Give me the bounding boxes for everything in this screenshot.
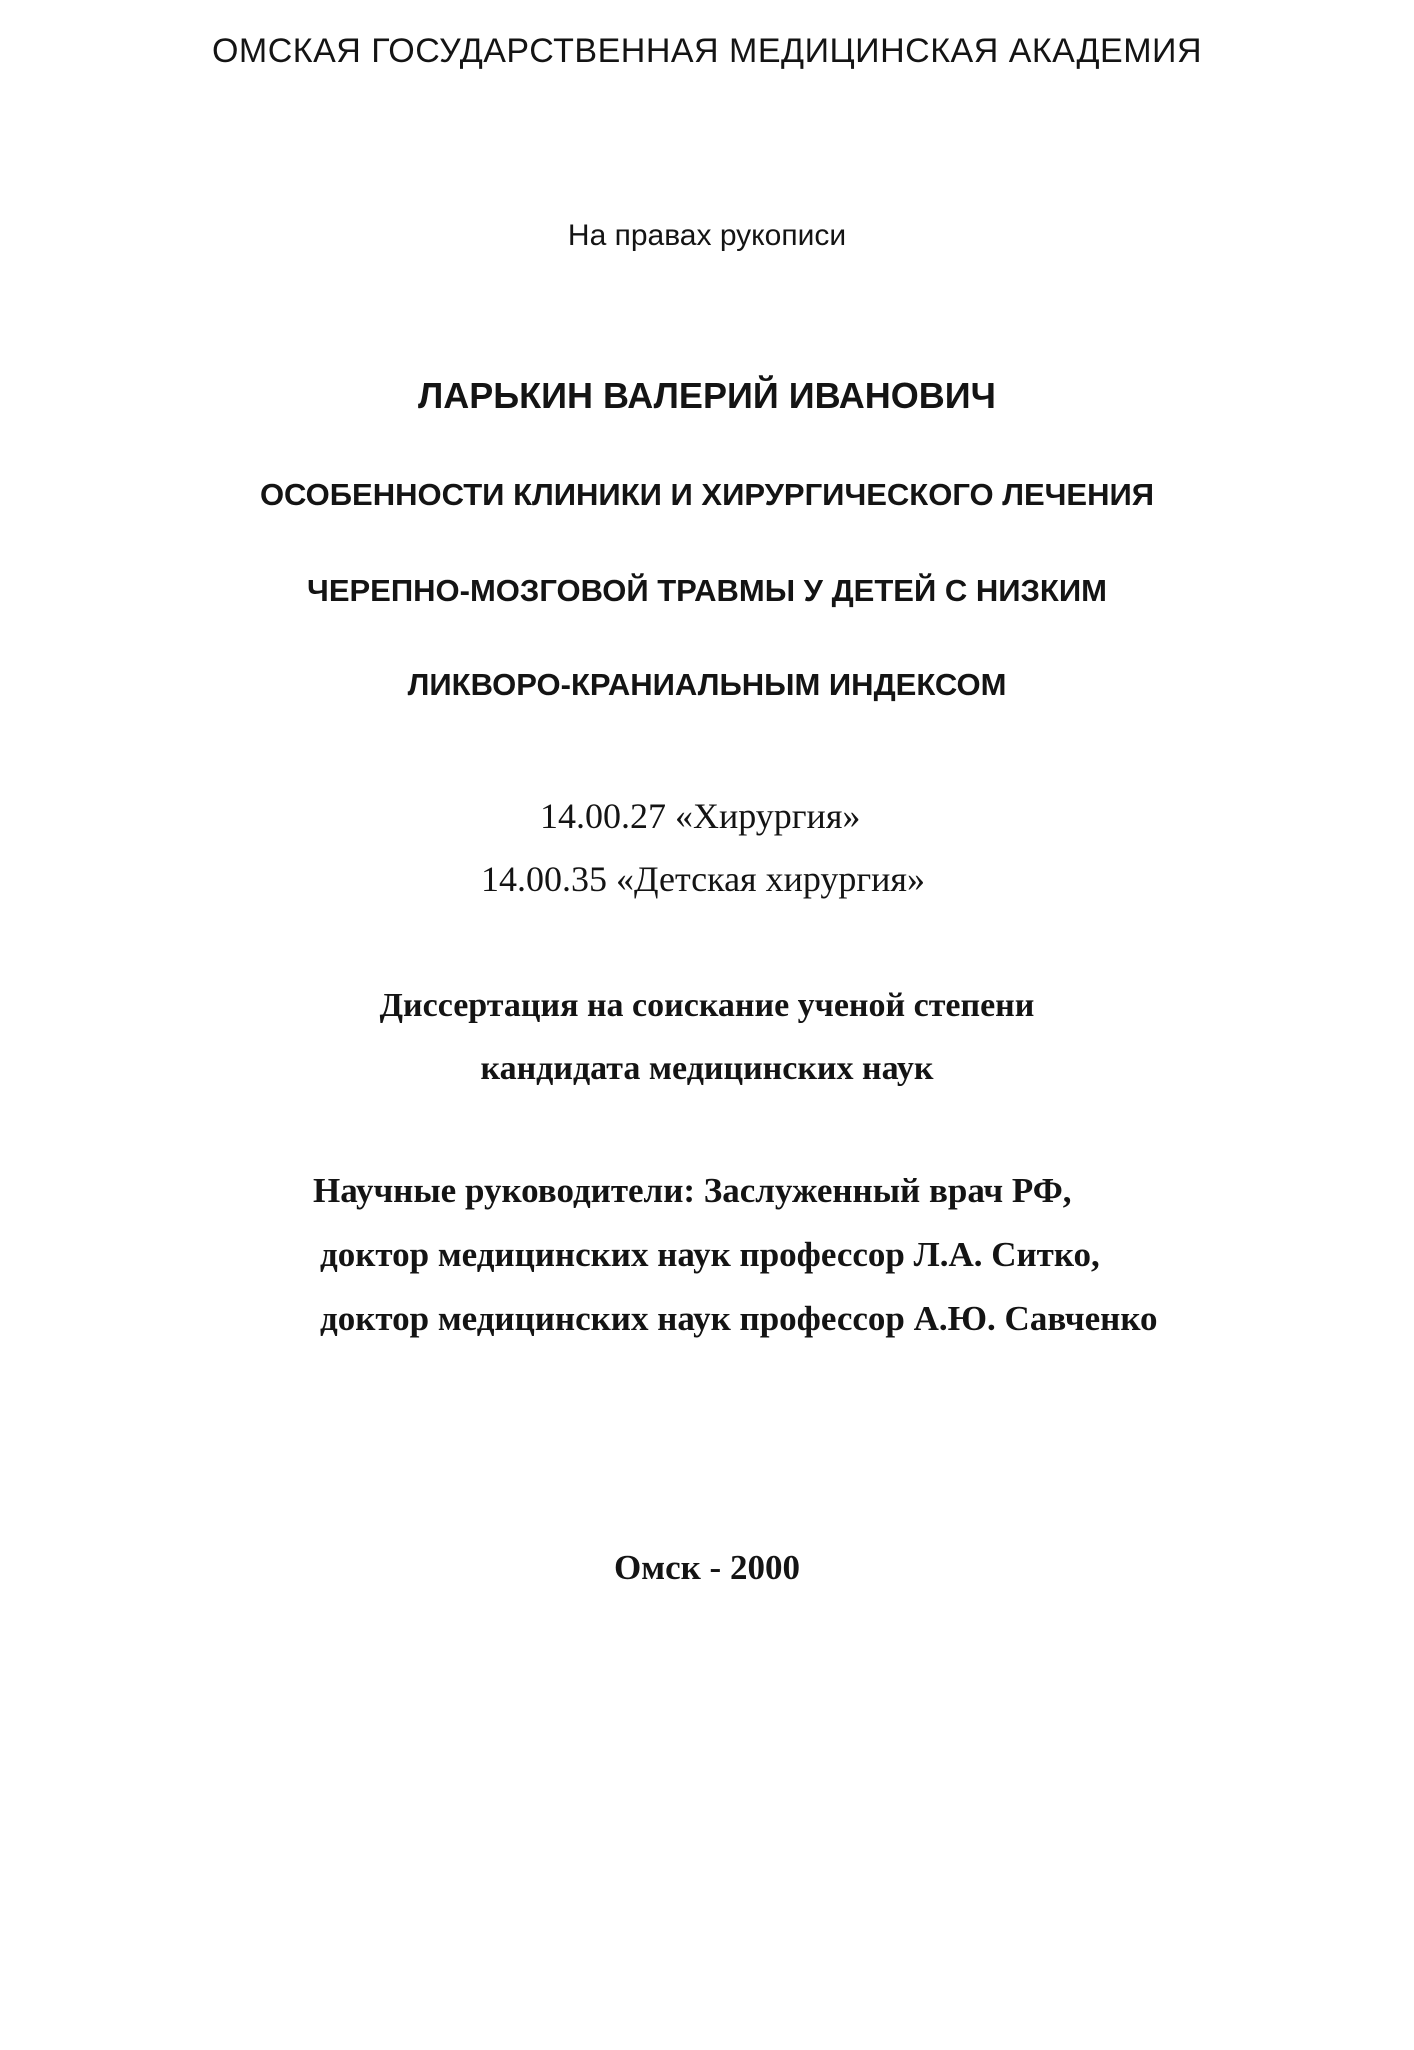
place-and-year: Омск - 2000 xyxy=(614,1548,800,1587)
supervisors-line-2: доктор медицинских наук профессор Л.А. Ситко, xyxy=(320,1235,1100,1274)
specialty-code-1: 14.00.27 «Хирургия» xyxy=(540,796,861,836)
supervisors-line-3: доктор медицинских наук профессор А.Ю. Савченко xyxy=(320,1299,1158,1338)
author-name: ЛАРЬКИН ВАЛЕРИЙ ИВАНОВИЧ xyxy=(418,375,996,416)
specialty-code-2: 14.00.35 «Детская хирургия» xyxy=(481,859,925,899)
degree-statement-line-2: кандидата медицинских наук xyxy=(480,1050,934,1087)
degree-statement-line-1: Диссертация на соискание ученой степени xyxy=(379,987,1035,1024)
supervisors-line-1: Научные руководители: Заслуженный врач РФ, xyxy=(313,1171,1072,1210)
manuscript-note: На правах рукописи xyxy=(567,219,847,252)
dissertation-title-line-1: ОСОБЕННОСТИ КЛИНИКИ И ХИРУРГИЧЕСКОГО ЛЕЧЕНИЯ xyxy=(259,477,1155,512)
institution-name: ОМСКАЯ ГОСУДАРСТВЕННАЯ МЕДИЦИНСКАЯ АКАДЕМИЯ xyxy=(211,32,1203,70)
dissertation-title-line-3: ЛИКВОРО-КРАНИАЛЬНЫМ ИНДЕКСОМ xyxy=(407,667,1007,702)
dissertation-title-line-2: ЧЕРЕПНО-МОЗГОВОЙ ТРАВМЫ У ДЕТЕЙ С НИЗКИМ xyxy=(307,573,1107,608)
